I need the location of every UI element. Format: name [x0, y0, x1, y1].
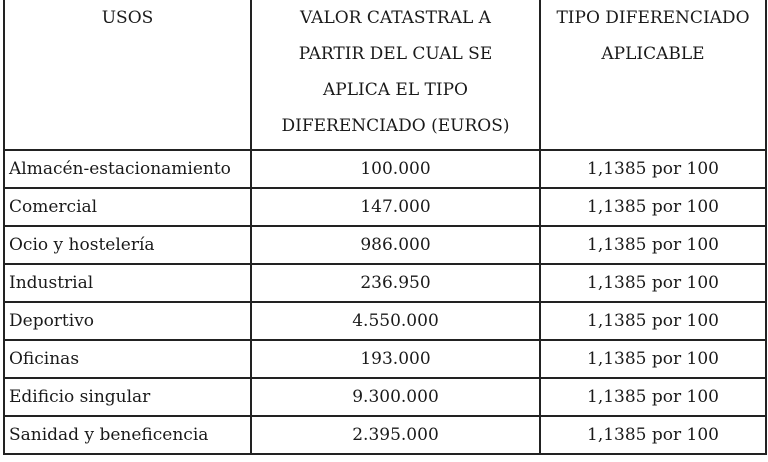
table-row [4, 416, 766, 454]
table-row [4, 264, 766, 302]
valor-cell: 2.395.000 [251, 416, 540, 454]
header-line: PARTIR DEL CUAL SE [298, 44, 493, 64]
table-row [4, 226, 766, 264]
header-usos [4, 0, 251, 150]
uso-cell: Industrial [4, 264, 251, 302]
header-line: USOS [101, 8, 154, 28]
valor-cell: 147.000 [251, 188, 540, 226]
valor-cell: 100.000 [251, 150, 540, 188]
table-row [4, 150, 766, 188]
header-line: APLICABLE [601, 44, 705, 64]
tipo-cell: 1,1385 por 100 [540, 150, 766, 188]
table-row [4, 378, 766, 416]
valor-cell: 986.000 [251, 226, 540, 264]
tipo-cell: 1,1385 por 100 [540, 416, 766, 454]
uso-cell: Oficinas [4, 340, 251, 378]
valor-cell: 4.550.000 [251, 302, 540, 340]
valor-cell: 236.950 [251, 264, 540, 302]
uso-cell: Comercial [4, 188, 251, 226]
header-line: DIFERENCIADO (EUROS) [281, 116, 510, 136]
tax-rate-table [3, 0, 767, 455]
uso-cell: Almacén-estacionamiento [4, 150, 251, 188]
table-row [4, 188, 766, 226]
header-line: TIPO DIFERENCIADO [556, 8, 750, 28]
tipo-cell: 1,1385 por 100 [540, 378, 766, 416]
tipo-cell: 1,1385 por 100 [540, 226, 766, 264]
uso-cell: Deportivo [4, 302, 251, 340]
uso-cell: Ocio y hostelería [4, 226, 251, 264]
table-row [4, 340, 766, 378]
tipo-cell: 1,1385 por 100 [540, 302, 766, 340]
table-row [4, 302, 766, 340]
uso-cell: Sanidad y beneficencia [4, 416, 251, 454]
tipo-cell: 1,1385 por 100 [540, 340, 766, 378]
valor-cell: 193.000 [251, 340, 540, 378]
header-line: APLICA EL TIPO [323, 80, 468, 100]
uso-cell: Edificio singular [4, 378, 251, 416]
header-tipo-diferenciado [540, 0, 766, 150]
tipo-cell: 1,1385 por 100 [540, 188, 766, 226]
header-row [4, 0, 766, 150]
tipo-cell: 1,1385 por 100 [540, 264, 766, 302]
header-valor-catastral [251, 0, 540, 150]
valor-cell: 9.300.000 [251, 378, 540, 416]
header-line: VALOR CATASTRAL A [300, 8, 491, 28]
